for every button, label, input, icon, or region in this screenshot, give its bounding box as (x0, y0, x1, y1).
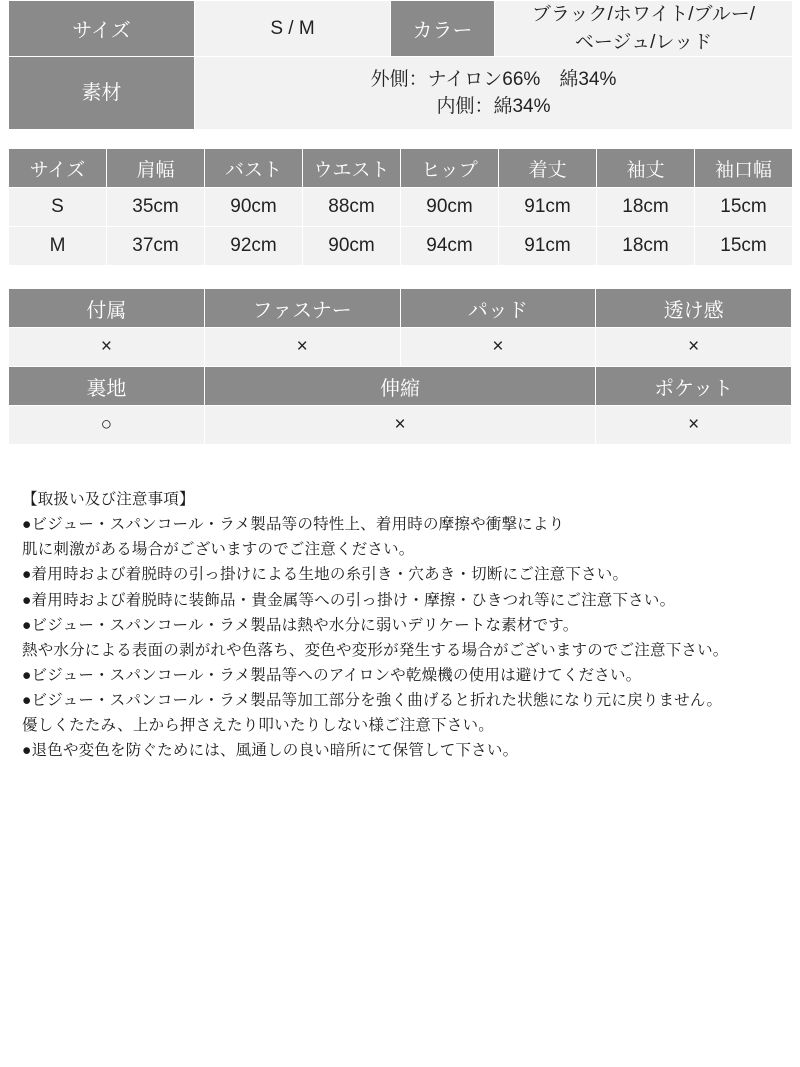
attr-value-2: × (400, 328, 596, 367)
size-cell-r0-c1: 35cm (107, 188, 205, 227)
size-cell-r1-c6: 18cm (597, 227, 695, 266)
attr-value-3: × (596, 328, 792, 367)
size-cell-r1-c1: 37cm (107, 227, 205, 266)
care-note-line: ●ビジュー・スパンコール・ラメ製品等の特性上、着用時の摩擦や衝撃により (22, 516, 565, 534)
size-table-header-4: ヒップ (401, 149, 499, 188)
care-notes (22, 487, 778, 763)
attr-value-1: × (204, 328, 400, 367)
spec-material-line2: 内側：綿34% (436, 96, 551, 118)
spec-color-value-line2: ベージュ/レッド (574, 31, 713, 53)
attr2-value-0: ○ (9, 406, 205, 445)
care-note-line: 優しくたたみ、上から押さえたり叩いたりしない様ご注意下さい。 (22, 717, 494, 735)
attr-header-1: ファスナー (204, 289, 400, 328)
size-table-header-0: サイズ (9, 149, 107, 188)
size-cell-r0-c5: 91cm (499, 188, 597, 227)
size-cell-r1-c3: 90cm (303, 227, 401, 266)
care-note-line: ●着用時および着脱時の引っ掛けによる生地の糸引き・穴あき・切断にご注意下さい。 (22, 566, 629, 584)
size-cell-r0-c3: 88cm (303, 188, 401, 227)
size-table-header-7: 袖口幅 (695, 149, 793, 188)
attribute-table (8, 288, 792, 445)
table-row (9, 367, 792, 406)
care-note-line: ●退色や変色を防ぐためには、風通しの良い暗所にて保管して下さい。 (22, 742, 519, 760)
size-cell-r1-c0: M (9, 227, 107, 266)
table-row (9, 188, 793, 227)
spec-color-value-line1: ブラック/ホワイト/ブルー/ (531, 4, 756, 25)
size-cell-r0-c0: S (9, 188, 107, 227)
spec-material-line1: 外側：ナイロン66% 綿34% (370, 68, 617, 90)
size-cell-r0-c2: 90cm (205, 188, 303, 227)
care-note-line: ●ビジュー・スパンコール・ラメ製品等へのアイロンや乾燥機の使用は避けてください。 (22, 666, 642, 684)
size-cell-r0-c6: 18cm (597, 188, 695, 227)
spec-material-value (195, 57, 793, 130)
spec-size-value: S / M (195, 1, 391, 57)
care-note-line: ●ビジュー・スパンコール・ラメ製品は熱や水分に弱いデリケートな素材です。 (22, 616, 579, 634)
attr-value-0: × (9, 328, 205, 367)
size-table-header-3: ウエスト (303, 149, 401, 188)
size-table-header-6: 袖丈 (597, 149, 695, 188)
size-cell-r1-c5: 91cm (499, 227, 597, 266)
size-table-header-1: 肩幅 (107, 149, 205, 188)
size-cell-r0-c7: 15cm (695, 188, 793, 227)
spec-table (8, 0, 793, 130)
spec-material-label: 素材 (9, 57, 195, 130)
table-row (9, 328, 792, 367)
attr-header-2: パッド (400, 289, 596, 328)
size-table-header-2: バスト (205, 149, 303, 188)
care-notes-lines (22, 512, 778, 763)
attr2-header-0: 裏地 (9, 367, 205, 406)
attr2-header-1: 伸縮 (204, 367, 596, 406)
care-note-line: ●着用時および着脱時に装飾品・貴金属等への引っ掛け・摩擦・ひきつれ等にご注意下さい。 (22, 591, 676, 609)
size-cell-r1-c4: 94cm (401, 227, 499, 266)
table-row (9, 289, 792, 328)
table-row (9, 227, 793, 266)
care-note-line: ●ビジュー・スパンコール・ラメ製品等加工部分を強く曲げると折れた状態になり元に戻りません。 (22, 691, 723, 709)
size-cell-r1-c7: 15cm (695, 227, 793, 266)
attr-header-3: 透け感 (596, 289, 792, 328)
spec-size-label: サイズ (9, 1, 195, 57)
spec-color-label: カラー (391, 1, 495, 57)
attr2-header-2: ポケット (596, 367, 792, 406)
table-row (9, 1, 793, 57)
table-row (9, 406, 792, 445)
spec-color-value (495, 1, 793, 57)
table-header-row (9, 149, 793, 188)
attr-header-0: 付属 (9, 289, 205, 328)
size-cell-r1-c2: 92cm (205, 227, 303, 266)
care-note-line: 熱や水分による表面の剥がれや色落ち、変色や変形が発生する場合がございますのでご注意下さい。 (22, 641, 729, 659)
care-note-line: 肌に刺激がある場合がございますのでご注意ください。 (22, 541, 415, 559)
size-table-header-5: 着丈 (499, 149, 597, 188)
care-notes-title: 【取扱い及び注意事項】 (22, 491, 195, 509)
size-measurement-table (8, 148, 793, 266)
attr2-value-1: × (204, 406, 596, 445)
size-cell-r0-c4: 90cm (401, 188, 499, 227)
table-row (9, 57, 793, 130)
attr2-value-2: × (596, 406, 792, 445)
